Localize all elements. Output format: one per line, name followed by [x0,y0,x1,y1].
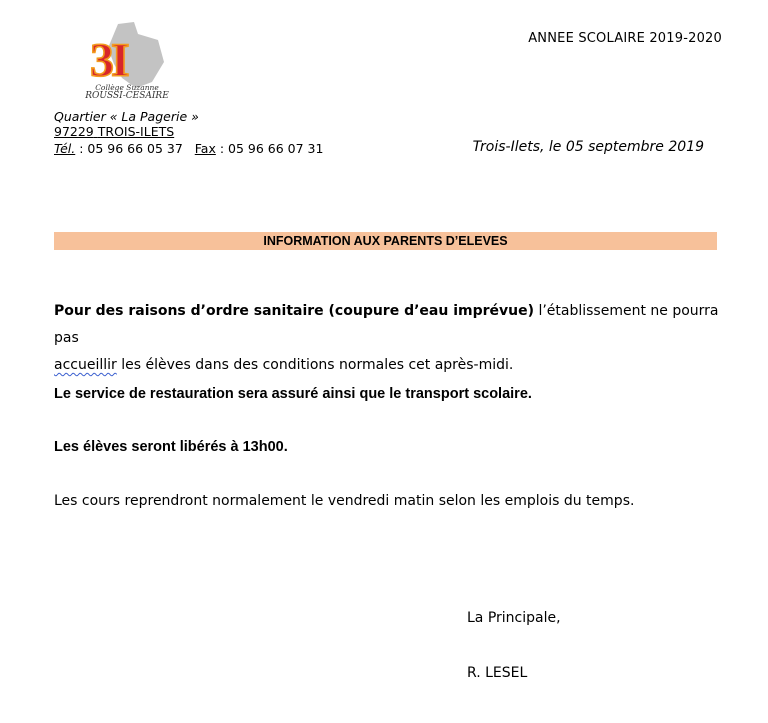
logo-caption [84,84,170,100]
paragraph-2: Le service de restauration sera assuré ainsi que le transport scolaire. [54,386,532,402]
logo-caption-line1: Collège Suzanne [95,83,159,92]
tel-label: Tél. [54,141,76,156]
signature-name: R. LESEL [467,665,528,681]
address-quartier: Quartier « La Pagerie » [54,109,199,124]
place-date: Trois-Ilets, le 05 septembre 2019 [472,139,704,155]
paragraph-1-rest: l’établissement ne pourra pas [54,303,719,346]
address-line1 [54,109,199,124]
title-banner [54,232,717,250]
fax-value: : 05 96 66 07 31 [215,141,324,156]
paragraph-3: Les élèves seront libérés à 13h00. [54,439,288,455]
postal-code: 97229 [54,124,94,139]
banner-title: INFORMATION AUX PARENTS D’ELEVES [263,234,508,248]
signature-title: La Principale, [467,610,561,626]
tel-value: : 05 96 66 05 37 [75,141,183,156]
paragraph-1-end: les élèves dans des conditions normales cet après-midi. [116,357,514,373]
contact-line [54,141,323,156]
paragraph-1 [54,298,724,379]
paragraph-1-flagged-word: accueillir [54,357,117,373]
logo-caption-line2: ROUSSI-CESAIRE [85,91,169,101]
logo-emblem: 3I [90,34,127,87]
fax-label: Fax [194,141,216,156]
city: TROIS-ILETS [97,124,175,139]
school-year: ANNEE SCOLAIRE 2019-2020 [528,31,722,46]
paragraph-1-bold: Pour des raisons d’ordre sanitaire (coupure d’eau imprévue) [54,303,534,319]
address-line2 [54,124,174,139]
paragraph-4: Les cours reprendront normalement le vendredi matin selon les emplois du temps. [54,493,635,509]
